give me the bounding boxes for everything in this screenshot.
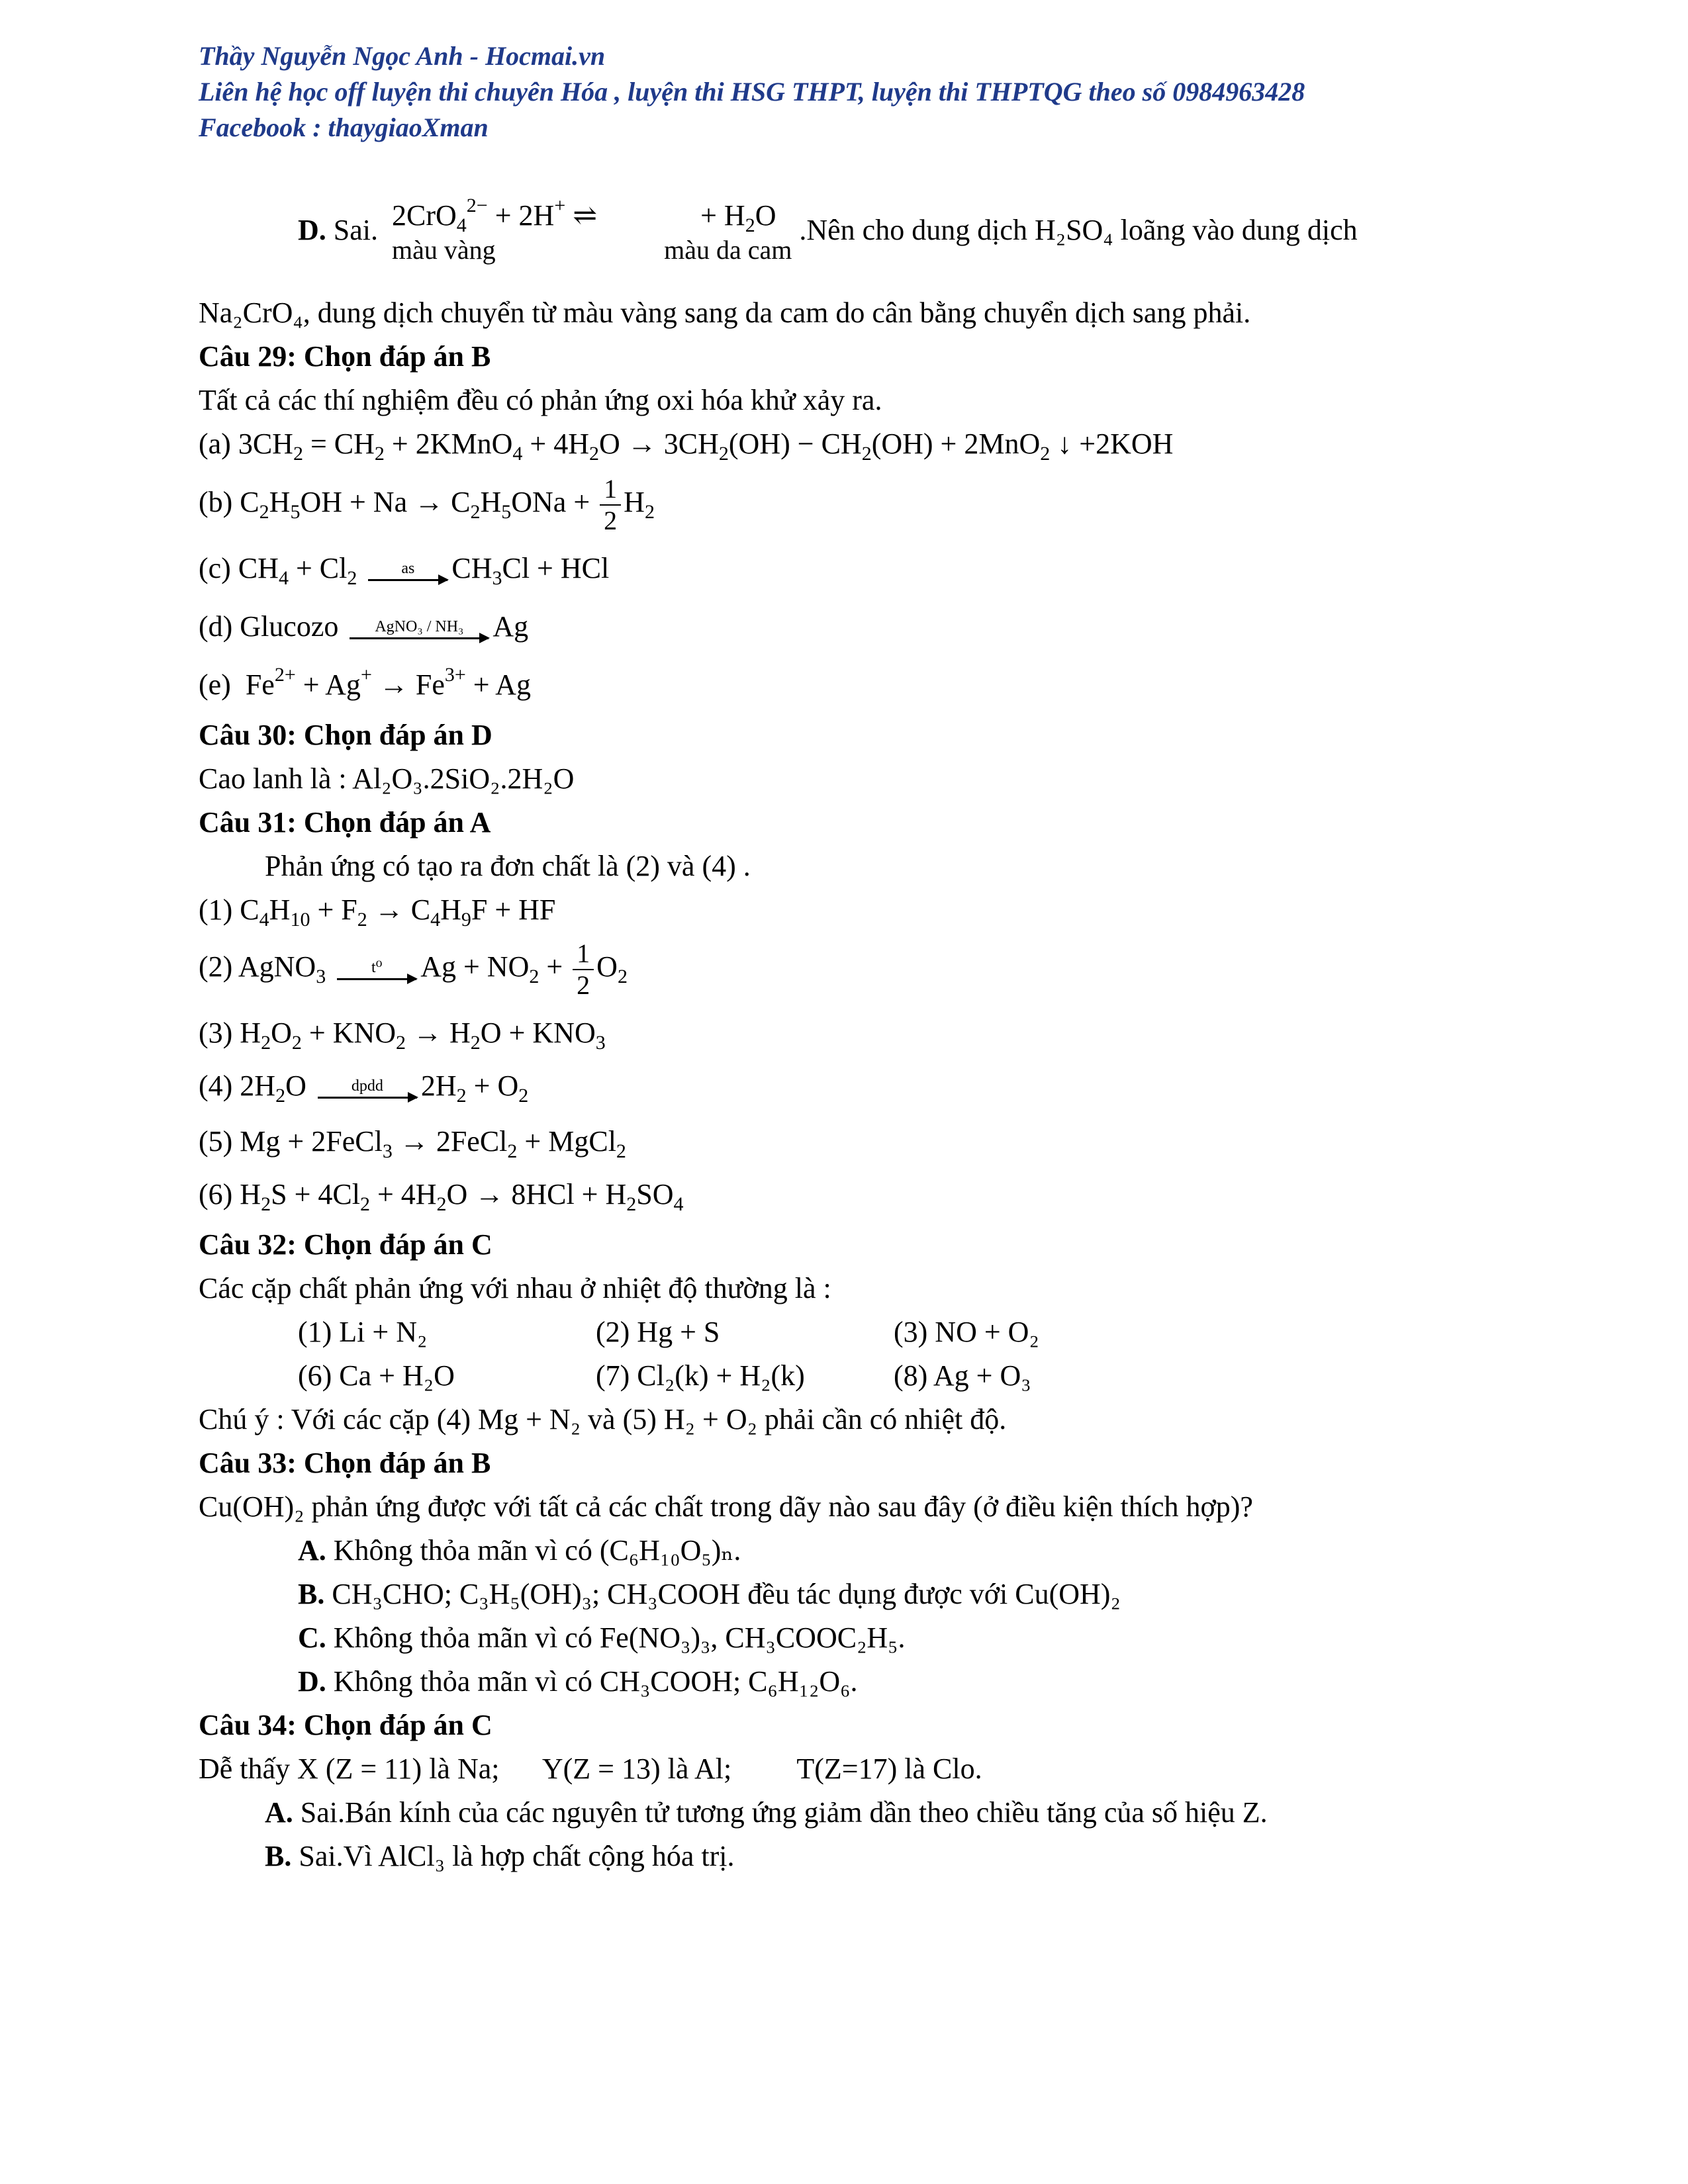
- condition-agno3: AgNO₃ / NH₃: [375, 618, 464, 636]
- q32-note: Chú ý : Với các cặp (4) Mg + N₂ và (5) H₂ + O₂ phải cần có nhiệt độ.: [199, 1403, 1007, 1435]
- q31-eq-3: (3) $H_2O_2 + KNO_2 \to H_2O + KNO_3$: [199, 1017, 606, 1054]
- q33-intro: Cu(OH)₂ phản ứng được với tất cả các chất trong dãy nào sau đây (ở điều kiện thích hợp)?: [199, 1490, 1253, 1523]
- q34-title: Câu 34: Chọn đáp án C: [199, 1709, 492, 1741]
- q32-pair-2: (2) Hg + S: [596, 1316, 720, 1348]
- chromate-formula: 2CrO$_4^{2-}$ + 2H+ ⇌: [392, 195, 598, 236]
- q31-eq-4: (4) $2H_2O$ dpdd $2H_2 + O_2$: [199, 1069, 529, 1107]
- q32-row-2: [199, 1354, 1509, 1398]
- q31-title: Câu 31: Chọn đáp án A: [199, 806, 491, 839]
- condition-light: as: [401, 560, 415, 578]
- q33-d-text: Không thỏa mãn vì có CH₃COOH; C₆H₁₂O₆.: [326, 1665, 858, 1698]
- header-facebook: Facebook : thaygiaoXman: [199, 113, 489, 142]
- q33-c-text: Không thỏa mãn vì có Fe(NO₃)₃, CH₃COOC₂H₅.: [326, 1621, 906, 1654]
- q32-pair-1: (1) Li + N₂: [298, 1316, 428, 1348]
- q32-pair-6: (6) Ca + H₂O: [298, 1359, 455, 1392]
- q33-option-b: [199, 1572, 1509, 1616]
- page-header: [199, 38, 1523, 146]
- q30-title: Câu 30: Chọn đáp án D: [199, 719, 492, 751]
- q29-eq-b: (b) $C_2H_5OH + Na \to C_2H_5ONa$ + $\frac{1}{2}$ $H_2$: [199, 474, 655, 535]
- dichromate-formula: + $H_2O$: [664, 199, 776, 236]
- q31-intro: Phản ứng có tạo ra đơn chất là (2) và (4) .: [265, 850, 751, 882]
- q33-b-text: CH₃CHO; C₃H₅(OH)₃; CH₃COOH đều tác dụng được với Cu(OH)₂: [324, 1578, 1121, 1610]
- left-color-caption: màu vàng: [392, 235, 496, 265]
- q34-option-a: [199, 1791, 1509, 1835]
- q33-option-a: [199, 1529, 1509, 1572]
- d-text-2: Na₂CrO₄, dung dịch chuyển từ màu vàng sang da cam do cân bằng chuyển dịch sang phải.: [199, 296, 1251, 329]
- q31-eq-6: (6) $H_2S + 4Cl_2 + 4H_2O \to 8HCl + H_2SO_4$: [199, 1178, 684, 1215]
- q34-a-label: A.: [265, 1796, 293, 1829]
- q32-pair-3: (3) NO + O₂: [894, 1316, 1039, 1348]
- document-body: [199, 195, 1509, 1878]
- q33-option-d: [199, 1660, 1509, 1704]
- d-text-1: .Nên cho dung dịch H₂SO₄ loãng vào dung dịch: [799, 214, 1358, 247]
- q34-intro: Dễ thấy X (Z = 11) là Na; Y(Z = 13) là Al; T(Z=17) là Clo.: [199, 1752, 982, 1785]
- q29-eq-a: (a) $3CH_2 = CH_2$ + 2KMnO$_4$ + $4H_2O \to 3CH_2(OH) - CH_2(OH) + 2MnO_2$ ↓ +2KOH: [199, 428, 1174, 465]
- q33-a-text: Không thỏa mãn vì có (C₆H₁₀O₅)ₙ.: [326, 1534, 741, 1567]
- d-block-line: [199, 195, 1509, 291]
- q30-text: Cao lanh là : Al₂O₃.2SiO₂.2H₂O: [199, 762, 575, 795]
- q33-title: Câu 33: Chọn đáp án B: [199, 1447, 491, 1479]
- d-label: D.: [298, 214, 326, 247]
- q29-eq-d: (d) Glucozo AgNO₃ / NH₃ Ag: [199, 610, 529, 643]
- equilibrium-left: [392, 195, 598, 267]
- q29-eq-e: (e) $Fe^{2+} + Ag^+ \to Fe^{3+} + Ag$: [199, 664, 531, 701]
- q34-b-label: B.: [265, 1840, 292, 1872]
- q33-c-label: C.: [298, 1621, 326, 1654]
- q29-intro: Tất cả các thí nghiệm đều có phản ứng oxi hóa khử xảy ra.: [199, 384, 882, 416]
- q33-a-label: A.: [298, 1534, 326, 1567]
- q31-eq-5: (5) Mg + 2FeCl$_3$ → 2FeCl$_2$ + MgCl$_2$: [199, 1125, 626, 1162]
- q31-eq-2: (2) AgNO$_3$ t⁰ $Ag + NO_2$ + $\frac{1}{2}$ $O_2$: [199, 938, 628, 1000]
- condition-heat: t⁰: [371, 958, 383, 976]
- q32-pair-7: (7) Cl₂(k) + H₂(k): [596, 1359, 805, 1392]
- q31-eq-1: (1) $C_4H_{10} + F_2 \to C_4H_9F$ + HF: [199, 893, 556, 931]
- q34-b-text: Sai.Vì AlCl₃ là hợp chất cộng hóa trị.: [291, 1840, 735, 1872]
- header-contact: Liên hệ học off luyện thi chuyên Hóa , luyện thi HSG THPT, luyện thi THPTQG theo số 0984963428: [199, 77, 1305, 107]
- header-author: Thầy Nguyễn Ngọc Anh - Hocmai.vn: [199, 41, 606, 71]
- equilibrium-right: [664, 199, 792, 267]
- right-color-caption: màu da cam: [664, 235, 792, 265]
- q32-intro: Các cặp chất phản ứng với nhau ở nhiệt độ thường là :: [199, 1272, 831, 1304]
- q29-eq-c: (c) $CH_4 + Cl_2$ as $CH_3Cl$ + HCl: [199, 552, 610, 589]
- q29-title: Câu 29: Chọn đáp án B: [199, 340, 491, 373]
- q32-pair-8: (8) Ag + O₃: [894, 1359, 1031, 1392]
- condition-electrolysis: dpdd: [351, 1077, 383, 1095]
- q33-d-label: D.: [298, 1665, 326, 1698]
- q33-b-label: B.: [298, 1578, 325, 1610]
- q33-option-c: [199, 1616, 1509, 1660]
- d-sai: Sai.: [333, 214, 379, 247]
- q34-option-b: [199, 1835, 1509, 1878]
- q32-title: Câu 32: Chọn đáp án C: [199, 1228, 492, 1261]
- q32-row-1: [199, 1310, 1509, 1354]
- q34-a-text: Sai.Bán kính của các nguyên tử tương ứng giảm dần theo chiều tăng của số hiệu Z.: [293, 1796, 1268, 1829]
